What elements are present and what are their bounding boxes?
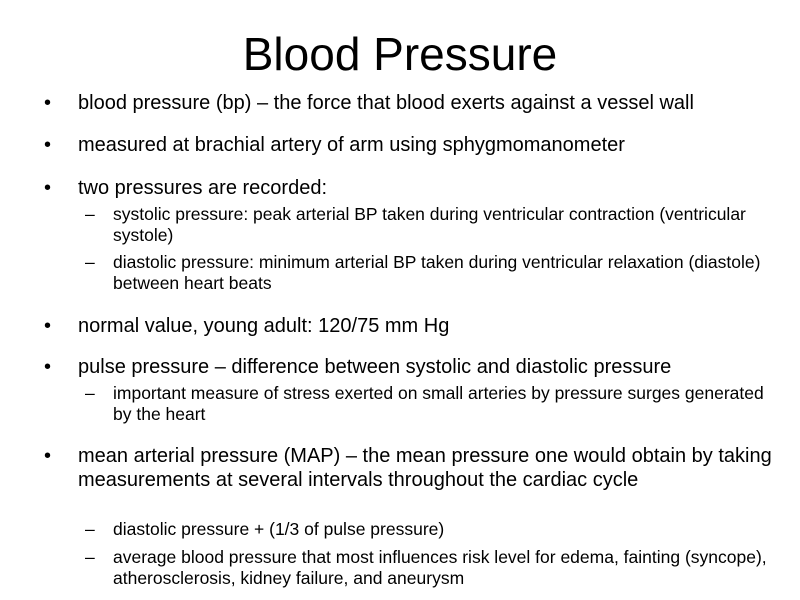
sub-bullet-map-risk: – average blood pressure that most influences risk level for edema, fainting (syncope), atherosclerosis, kidney failure, and aneurysm: [113, 547, 778, 589]
slide-title: Blood Pressure: [242, 28, 558, 80]
sub-bullet-diastolic: – diastolic pressure: minimum arterial BP taken during ventricular relaxation (diastole) between heart beats: [113, 252, 778, 294]
bullet-mean-arterial-pressure: • mean arterial pressure (MAP) – the mean pressure one would obtain by taking measurements at several intervals throughout the cardiac cycle: [78, 444, 778, 492]
bullet-measurement-site: • measured at brachial artery of arm using sphygmomanometer: [78, 133, 778, 157]
sub-bullet-map-formula: – diastolic pressure + (1/3 of pulse pressure): [113, 519, 778, 540]
bullet-blood-pressure-definition: • blood pressure (bp) – the force that blood exerts against a vessel wall: [78, 91, 778, 115]
bullet-pulse-pressure: • pulse pressure – difference between systolic and diastolic pressure: [78, 355, 778, 379]
bullet-two-pressures: • two pressures are recorded:: [78, 176, 778, 200]
sub-bullet-pulse-pressure-importance: – important measure of stress exerted on small arteries by pressure surges generated by the heart: [113, 383, 778, 425]
bullet-normal-value: • normal value, young adult: 120/75 mm Hg: [78, 314, 778, 338]
sub-bullet-systolic: – systolic pressure: peak arterial BP taken during ventricular contraction (ventricular systole): [113, 204, 778, 246]
